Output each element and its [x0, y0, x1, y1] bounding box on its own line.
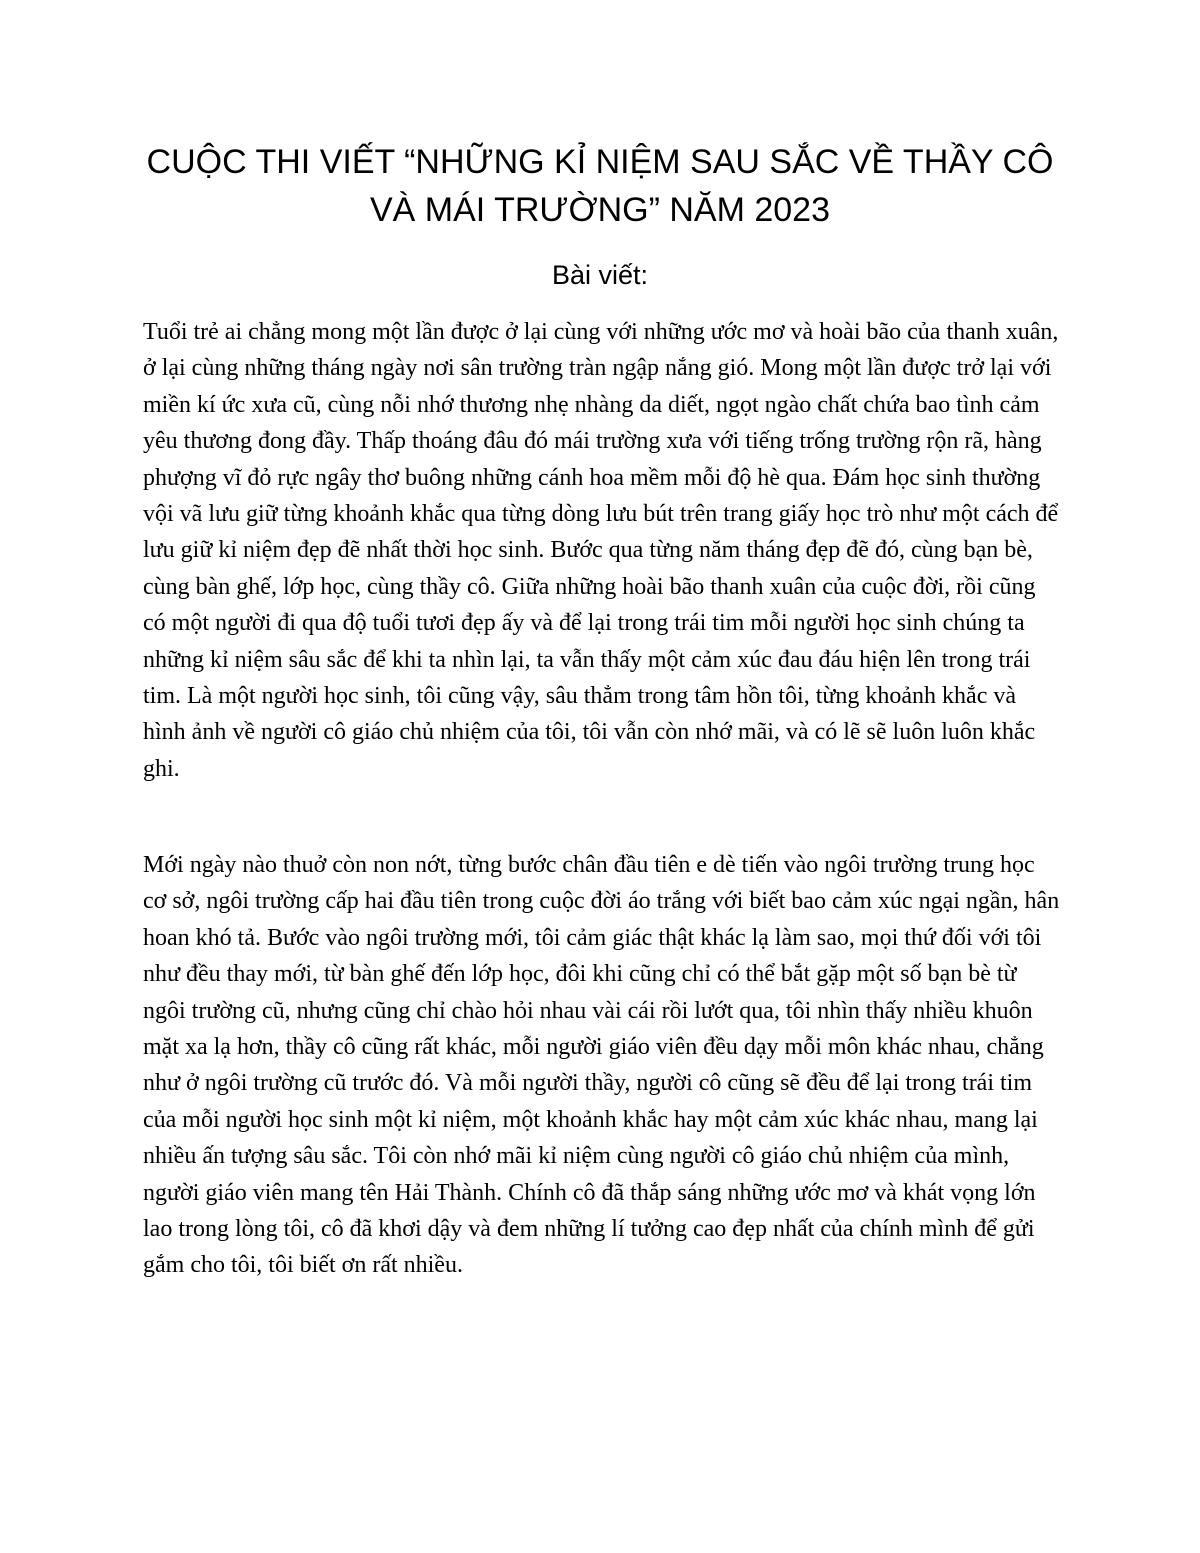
paragraph-2: Mới ngày nào thuở còn non nớt, từng bước chân đầu tiên e dè tiến vào ngôi trường trung học cơ sở, ngôi trường cấp hai đầu tiên trong cuộc đời áo trắng với biết bao cảm xúc ngại ngần, hân hoan khó tả. Bước vào ngôi trường mới, tôi cảm giác thật khác lạ làm sao, mọi thứ đối với tôi như đều thay mới, từ bàn ghế đến lớp học, đôi khi cũng chỉ có thể bắt gặp một số bạn bè từ ngôi trường cũ, nhưng cũng chỉ chào hỏi nhau vài cái rồi lướt qua, tôi nhìn thấy nhiều khuôn mặt xa lạ hơn, thầy cô cũng rất khác, mỗi người giáo viên đều dạy mỗi môn khác nhau, chẳng như ở ngôi trường cũ trước đó. Và mỗi người thầy, người cô cũng sẽ đều để lại trong trái tim của mỗi người học sinh một kỉ niệm, một khoảnh khắc hay một cảm xúc khác nhau, mang lại nhiều ấn tượng sâu sắc. Tôi còn nhớ mãi kỉ niệm cùng người cô giáo chủ nhiệm của mình, người giáo viên mang tên Hải Thành. Chính cô đã thắp sáng những ước mơ và khát vọng lớn lao trong lòng tôi, cô đã khơi dậy và đem những lí tưởng cao đẹp nhất của chính mình để gửi gắm cho tôi, tôi biết ơn rất nhiều. [143, 852, 1060, 1279]
document-subtitle: Bài viết: [551, 260, 649, 290]
document-title: CUỘC THI VIẾT “NHỮNG KỈ NIỆM SAU SẮC VỀ THẦY CÔ VÀ MÁI TRƯỜNG” NĂM 2023 [146, 143, 1054, 229]
paragraph-1: Tuổi trẻ ai chẳng mong một lần được ở lại cùng với những ước mơ và hoài bão của thanh xuân, ở lại cùng những tháng ngày nơi sân trường tràn ngập nắng gió. Mong một lần được trở lại với miền kí ức xưa cũ, cùng nỗi nhớ thương nhẹ nhàng da diết, ngọt ngào chất chứa bao tình cảm yêu thương đong đầy. Thấp thoáng đâu đó mái trường xưa với tiếng trống trường rộn rã, hàng phượng vĩ đỏ rực ngây thơ buông những cánh hoa mềm mỗi độ hè qua. Đám học sinh thường vội vã lưu giữ từng khoảnh khắc qua từng dòng lưu bút trên trang giấy học trò như một cách để lưu giữ kỉ niệm đẹp đẽ nhất thời học sinh. Bước qua từng năm tháng đẹp đẽ đó, cùng bạn bè, cùng bàn ghế, lớp học, cùng thầy cô. Giữa những hoài bão thanh xuân của cuộc đời, rồi cũng có một người đi qua độ tuổi tươi đẹp ấy và để lại trong trái tim mỗi người học sinh chúng ta những kỉ niệm sâu sắc để khi ta nhìn lại, ta vẫn thấy một cảm xúc đau đáu hiện lên trong trái tim. Là một người học sinh, tôi cũng vậy, sâu thẳm trong tâm hồn tôi, từng khoảnh khắc và hình ảnh về người cô giáo chủ nhiệm của tôi, tôi vẫn còn nhớ mãi, và có lẽ sẽ luôn luôn khắc ghi. [143, 319, 1059, 782]
